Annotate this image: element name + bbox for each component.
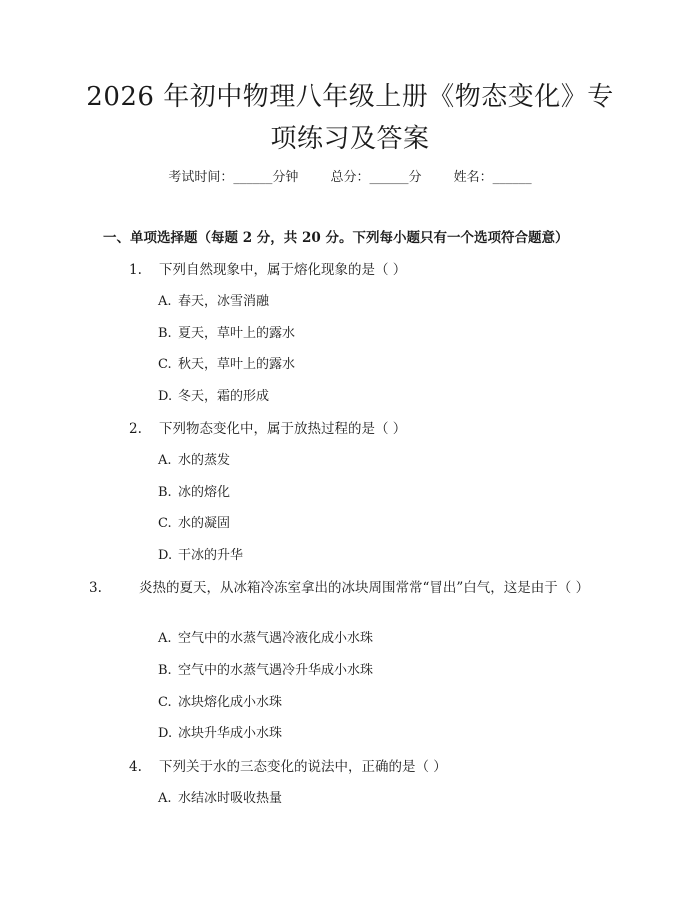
question-text: 炎热的夏天，从冰箱冷冻室拿出的冰块周围常常“冒出”白气，这是由于（ ） (139, 580, 590, 596)
option-1d: D. 冬天，霜的形成 (158, 389, 270, 404)
title-line-2: 项练习及答案 (270, 124, 430, 154)
option-2b: B. 冰的熔化 (158, 485, 231, 500)
option-2a: A. 水的蒸发 (158, 453, 231, 468)
option-3d: D. 冰块升华成小水珠 (158, 726, 283, 741)
option-1b: B. 夏天，草叶上的露水 (158, 326, 296, 341)
question-text: 下列关于水的三态变化的说法中，正确的是（ ） (159, 759, 447, 775)
question-3 (89, 577, 607, 599)
option-3a: A. 空气中的水蒸气遇冷液化成小水珠 (158, 631, 374, 646)
question-2 (129, 418, 599, 440)
question-number: 3. (89, 580, 102, 596)
section-heading: 一、单项选择题（每题 2 分，共 20 分。下列每小题只有一个选项符合题意） (103, 230, 569, 246)
option-1c: C. 秋天，草叶上的露水 (158, 357, 296, 372)
option-4a: A. 水结冰时吸收热量 (158, 791, 283, 806)
exam-meta (0, 168, 700, 188)
title-line-1: 2026 年初中物理八年级上册《物态变化》专 (86, 82, 614, 112)
student-name: 姓名：______ (453, 170, 532, 185)
question-number: 1. (129, 262, 142, 278)
document-title (60, 76, 640, 160)
option-1a: A. 春天，冰雪消融 (158, 294, 270, 309)
option-2c: C. 水的凝固 (158, 516, 231, 531)
question-1 (129, 259, 599, 281)
question-text: 下列物态变化中，属于放热过程的是（ ） (159, 421, 407, 437)
option-3c: C. 冰块熔化成小水珠 (158, 695, 283, 710)
question-text: 下列自然现象中，属于熔化现象的是（ ） (159, 262, 407, 278)
option-2d: D. 干冰的升华 (158, 548, 244, 563)
option-3b: B. 空气中的水蒸气遇冷升华成小水珠 (158, 663, 374, 678)
exam-time: 考试时间：______分钟 (168, 170, 299, 185)
question-number: 2. (129, 421, 142, 437)
question-4 (129, 756, 599, 778)
exam-score: 总分：______分 (330, 170, 422, 185)
question-number: 4. (129, 759, 142, 775)
